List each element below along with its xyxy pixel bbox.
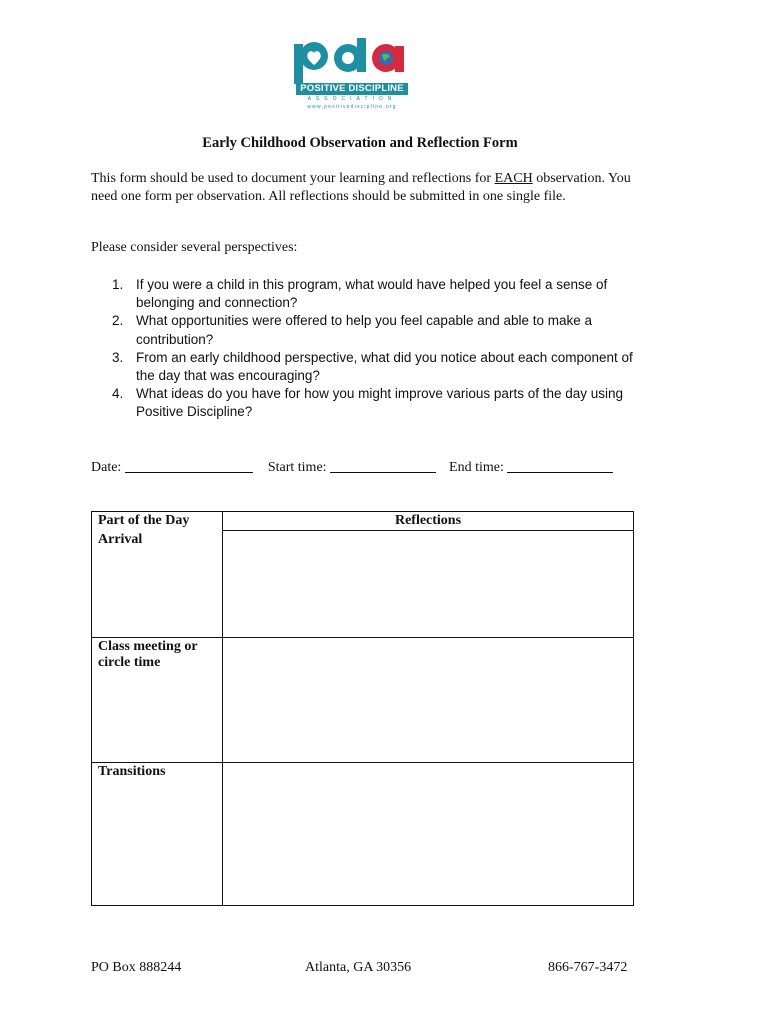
date-field[interactable] [125, 458, 253, 473]
start-time-label: Start time: [267, 460, 327, 475]
table-row [92, 531, 634, 638]
part-of-day-cell: Transitions [92, 762, 223, 905]
question-number: 4. [112, 386, 124, 402]
end-time-label: End time: [449, 460, 504, 475]
question-number: 1. [112, 277, 124, 292]
reflection-cell[interactable] [223, 762, 634, 905]
logo-website: www.positivediscipline.org [307, 104, 397, 110]
table-row [92, 512, 634, 531]
question-text: What opportunities were offered to help you feel capable and able to make a contribution? [136, 313, 593, 347]
logo-subtitle: ASSOCIATION [307, 96, 397, 102]
date-time-line [91, 458, 613, 476]
pda-logo [292, 36, 412, 112]
pda-logo-mark [292, 36, 412, 84]
reflection-cell[interactable] [223, 531, 634, 638]
question-text: What ideas do you have for how you might improve various parts of the day using Positive Discipline? [136, 386, 624, 420]
start-time-field[interactable] [330, 458, 436, 473]
end-time-field[interactable] [507, 458, 613, 473]
question-item [91, 312, 651, 348]
question-item [91, 385, 651, 421]
reflections-header: Reflections [223, 512, 634, 531]
intro-emphasis: EACH [494, 171, 533, 186]
question-text: From an early childhood perspective, what did you notice about each component of the day that was encouraging? [136, 349, 633, 384]
intro-paragraph [91, 170, 631, 206]
table-row [92, 637, 634, 762]
footer-phone: 866-767-3472 [548, 960, 628, 975]
perspectives-label: Please consider several perspectives: [91, 240, 298, 255]
question-item [91, 276, 651, 312]
question-item [91, 349, 651, 385]
intro-text-after: observation. You need one form per observation. All reflections should be submitted in one single file. [91, 171, 631, 204]
footer-address: PO Box 888244 [91, 960, 182, 975]
part-of-day-cell: Class meeting or circle time [92, 637, 223, 762]
question-number: 2. [112, 313, 124, 329]
reflection-cell[interactable] [223, 637, 634, 762]
part-of-day-cell: Arrival [92, 531, 223, 638]
date-label: Date: [91, 460, 122, 475]
questions-list [91, 276, 651, 422]
question-number: 3. [112, 349, 124, 365]
table-row [92, 762, 634, 905]
footer-city: Atlanta, GA 30356 [305, 960, 412, 975]
logo-tagline: POSITIVE DISCIPLINE [296, 83, 408, 95]
page-title: Early Childhood Observation and Reflection Form [202, 135, 518, 151]
intro-text-before: This form should be used to document your learning and reflections for [91, 171, 495, 186]
question-text: If you were a child in this program, what would have helped you feel a sense of belonging and connection? [136, 277, 608, 311]
reflection-table [91, 511, 634, 906]
part-of-day-header: Part of the Day [92, 512, 223, 531]
